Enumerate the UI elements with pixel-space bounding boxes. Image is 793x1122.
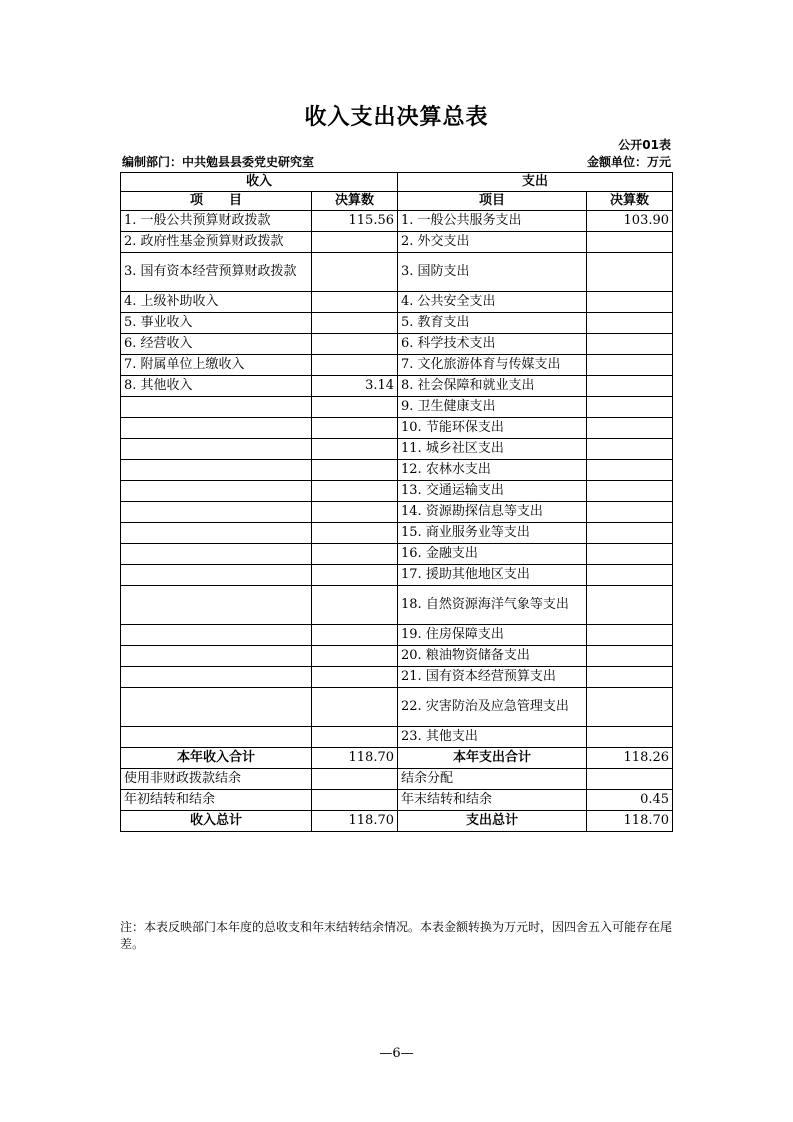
income-item-cell	[121, 502, 312, 523]
annual-expense-total-amount: 118.26	[587, 748, 673, 769]
expense-item-cell: 8. 社会保障和就业支出	[398, 376, 587, 397]
income-amount-cell	[312, 334, 398, 355]
expense-item-cell: 11. 城乡社区支出	[398, 439, 587, 460]
income-item-cell: 3. 国有资本经营预算财政拨款	[121, 253, 312, 292]
income-amount-cell	[312, 397, 398, 418]
income-amount-cell	[312, 523, 398, 544]
income-amount-cell	[312, 460, 398, 481]
income-amount-cell	[312, 502, 398, 523]
expense-amount-header: 决算数	[587, 192, 673, 211]
table-row	[121, 334, 673, 355]
income-amount-cell: 115.56	[312, 211, 398, 232]
expense-item-cell: 15. 商业服务业等支出	[398, 523, 587, 544]
table-row	[121, 769, 673, 790]
income-item-cell: 6. 经营收入	[121, 334, 312, 355]
income-item-cell: 5. 事业收入	[121, 313, 312, 334]
income-item-cell: 使用非财政拨款结余	[121, 769, 312, 790]
income-item-cell: 1. 一般公共预算财政拨款	[121, 211, 312, 232]
table-row	[121, 439, 673, 460]
expense-item-cell: 14. 资源勘探信息等支出	[398, 502, 587, 523]
table-row	[121, 253, 673, 292]
table-row	[121, 481, 673, 502]
expense-amount-cell	[587, 397, 673, 418]
income-item-cell	[121, 481, 312, 502]
expense-amount-cell: 0.45	[587, 790, 673, 811]
expense-grand-total-amount: 118.70	[587, 811, 673, 832]
income-amount-cell	[312, 586, 398, 625]
expense-amount-cell	[587, 523, 673, 544]
table-row	[121, 232, 673, 253]
expense-item-cell: 13. 交通运输支出	[398, 481, 587, 502]
table-row	[121, 397, 673, 418]
table-row	[121, 625, 673, 646]
table-row	[121, 586, 673, 625]
expense-item-cell: 18. 自然资源海洋气象等支出	[398, 586, 587, 625]
expense-item-cell: 4. 公共安全支出	[398, 292, 587, 313]
income-amount-cell	[312, 355, 398, 376]
income-header: 收入	[121, 173, 398, 192]
income-grand-total-amount: 118.70	[312, 811, 398, 832]
income-item-cell	[121, 565, 312, 586]
expense-amount-cell	[587, 439, 673, 460]
expense-item-cell: 年末结转和结余	[398, 790, 587, 811]
expense-amount-cell	[587, 253, 673, 292]
table-row	[121, 355, 673, 376]
income-item-cell	[121, 523, 312, 544]
section-header-row	[121, 173, 673, 192]
annual-income-total-label: 本年收入合计	[121, 748, 312, 769]
table-row	[121, 502, 673, 523]
annual-expense-total-label: 本年支出合计	[398, 748, 587, 769]
income-item-cell: 7. 附属单位上缴收入	[121, 355, 312, 376]
expense-amount-cell	[587, 667, 673, 688]
income-amount-cell	[312, 292, 398, 313]
expense-amount-cell	[587, 502, 673, 523]
income-amount-cell	[312, 544, 398, 565]
income-item-cell	[121, 460, 312, 481]
annual-total-row	[121, 748, 673, 769]
expense-amount-cell	[587, 646, 673, 667]
table-row	[121, 313, 673, 334]
income-grand-total-label: 收入总计	[121, 811, 312, 832]
form-code: 公开01表	[618, 138, 671, 152]
income-amount-cell	[312, 418, 398, 439]
income-item-cell	[121, 544, 312, 565]
income-item-cell: 8. 其他收入	[121, 376, 312, 397]
expense-item-cell: 7. 文化旅游体育与传媒支出	[398, 355, 587, 376]
table-row	[121, 418, 673, 439]
expense-item-cell: 20. 粮油物资储备支出	[398, 646, 587, 667]
expense-item-cell: 结余分配	[398, 769, 587, 790]
expense-item-cell: 16. 金融支出	[398, 544, 587, 565]
income-item-header: 项 目	[121, 192, 312, 211]
expense-header: 支出	[398, 173, 673, 192]
annual-income-total-amount: 118.70	[312, 748, 398, 769]
department-label: 编制部门：中共勉县县委党史研究室	[122, 155, 315, 169]
income-item-cell	[121, 646, 312, 667]
income-amount-cell	[312, 481, 398, 502]
expense-item-cell: 22. 灾害防治及应急管理支出	[398, 688, 587, 727]
expense-item-cell: 23. 其他支出	[398, 727, 587, 748]
table-row	[121, 565, 673, 586]
income-item-cell	[121, 727, 312, 748]
table-row	[121, 460, 673, 481]
expense-amount-cell	[587, 376, 673, 397]
expense-item-cell: 3. 国防支出	[398, 253, 587, 292]
income-amount-cell	[312, 253, 398, 292]
income-item-cell	[121, 397, 312, 418]
expense-amount-cell	[587, 586, 673, 625]
income-amount-cell	[312, 667, 398, 688]
expense-grand-total-label: 支出总计	[398, 811, 587, 832]
income-amount-cell: 3.14	[312, 376, 398, 397]
income-item-cell: 年初结转和结余	[121, 790, 312, 811]
table-row	[121, 790, 673, 811]
income-amount-header: 决算数	[312, 192, 398, 211]
expense-amount-cell	[587, 355, 673, 376]
expense-amount-cell	[587, 565, 673, 586]
income-amount-cell	[312, 232, 398, 253]
expense-item-cell: 12. 农林水支出	[398, 460, 587, 481]
expense-amount-cell	[587, 334, 673, 355]
income-amount-cell	[312, 646, 398, 667]
expense-amount-cell	[587, 769, 673, 790]
income-amount-cell	[312, 439, 398, 460]
expense-amount-cell	[587, 625, 673, 646]
expense-amount-cell	[587, 460, 673, 481]
income-item-cell: 4. 上级补助收入	[121, 292, 312, 313]
table-row	[121, 544, 673, 565]
table-row	[121, 292, 673, 313]
table-row	[121, 688, 673, 727]
expense-item-cell: 9. 卫生健康支出	[398, 397, 587, 418]
expense-amount-cell	[587, 481, 673, 502]
expense-amount-cell	[587, 544, 673, 565]
footnote: 注：本表反映部门本年度的总收支和年末结转结余情况。本表金额转换为万元时，因四舍五入可能存在尾差。	[120, 920, 673, 951]
expense-item-cell: 19. 住房保障支出	[398, 625, 587, 646]
grand-total-row	[121, 811, 673, 832]
table-row	[121, 667, 673, 688]
table-row	[121, 211, 673, 232]
income-amount-cell	[312, 790, 398, 811]
table-row	[121, 523, 673, 544]
income-amount-cell	[312, 565, 398, 586]
income-amount-cell	[312, 727, 398, 748]
expense-amount-cell	[587, 727, 673, 748]
income-item-cell	[121, 625, 312, 646]
expense-item-cell: 5. 教育支出	[398, 313, 587, 334]
income-item-cell	[121, 418, 312, 439]
page-number: —6—	[379, 1046, 414, 1061]
expense-amount-cell	[587, 313, 673, 334]
expense-amount-cell	[587, 688, 673, 727]
expense-amount-cell	[587, 292, 673, 313]
column-header-row	[121, 192, 673, 211]
income-item-cell	[121, 667, 312, 688]
expense-item-cell: 21. 国有资本经营预算支出	[398, 667, 587, 688]
expense-item-header: 项目	[398, 192, 587, 211]
expense-amount-cell	[587, 418, 673, 439]
table-row	[121, 376, 673, 397]
income-item-cell: 2. 政府性基金预算财政拨款	[121, 232, 312, 253]
income-amount-cell	[312, 313, 398, 334]
table-row	[121, 646, 673, 667]
unit-label: 金额单位：万元	[586, 155, 671, 169]
expense-item-cell: 1. 一般公共服务支出	[398, 211, 587, 232]
expense-amount-cell	[587, 232, 673, 253]
income-amount-cell	[312, 688, 398, 727]
summary-table	[120, 172, 673, 832]
income-item-cell	[121, 688, 312, 727]
expense-item-cell: 10. 节能环保支出	[398, 418, 587, 439]
expense-item-cell: 17. 援助其他地区支出	[398, 565, 587, 586]
income-amount-cell	[312, 625, 398, 646]
income-amount-cell	[312, 769, 398, 790]
expense-item-cell: 6. 科学技术支出	[398, 334, 587, 355]
table-row	[121, 727, 673, 748]
page-title: 收入支出决算总表	[304, 105, 489, 130]
income-item-cell	[121, 586, 312, 625]
expense-item-cell: 2. 外交支出	[398, 232, 587, 253]
income-item-cell	[121, 439, 312, 460]
expense-amount-cell: 103.90	[587, 211, 673, 232]
